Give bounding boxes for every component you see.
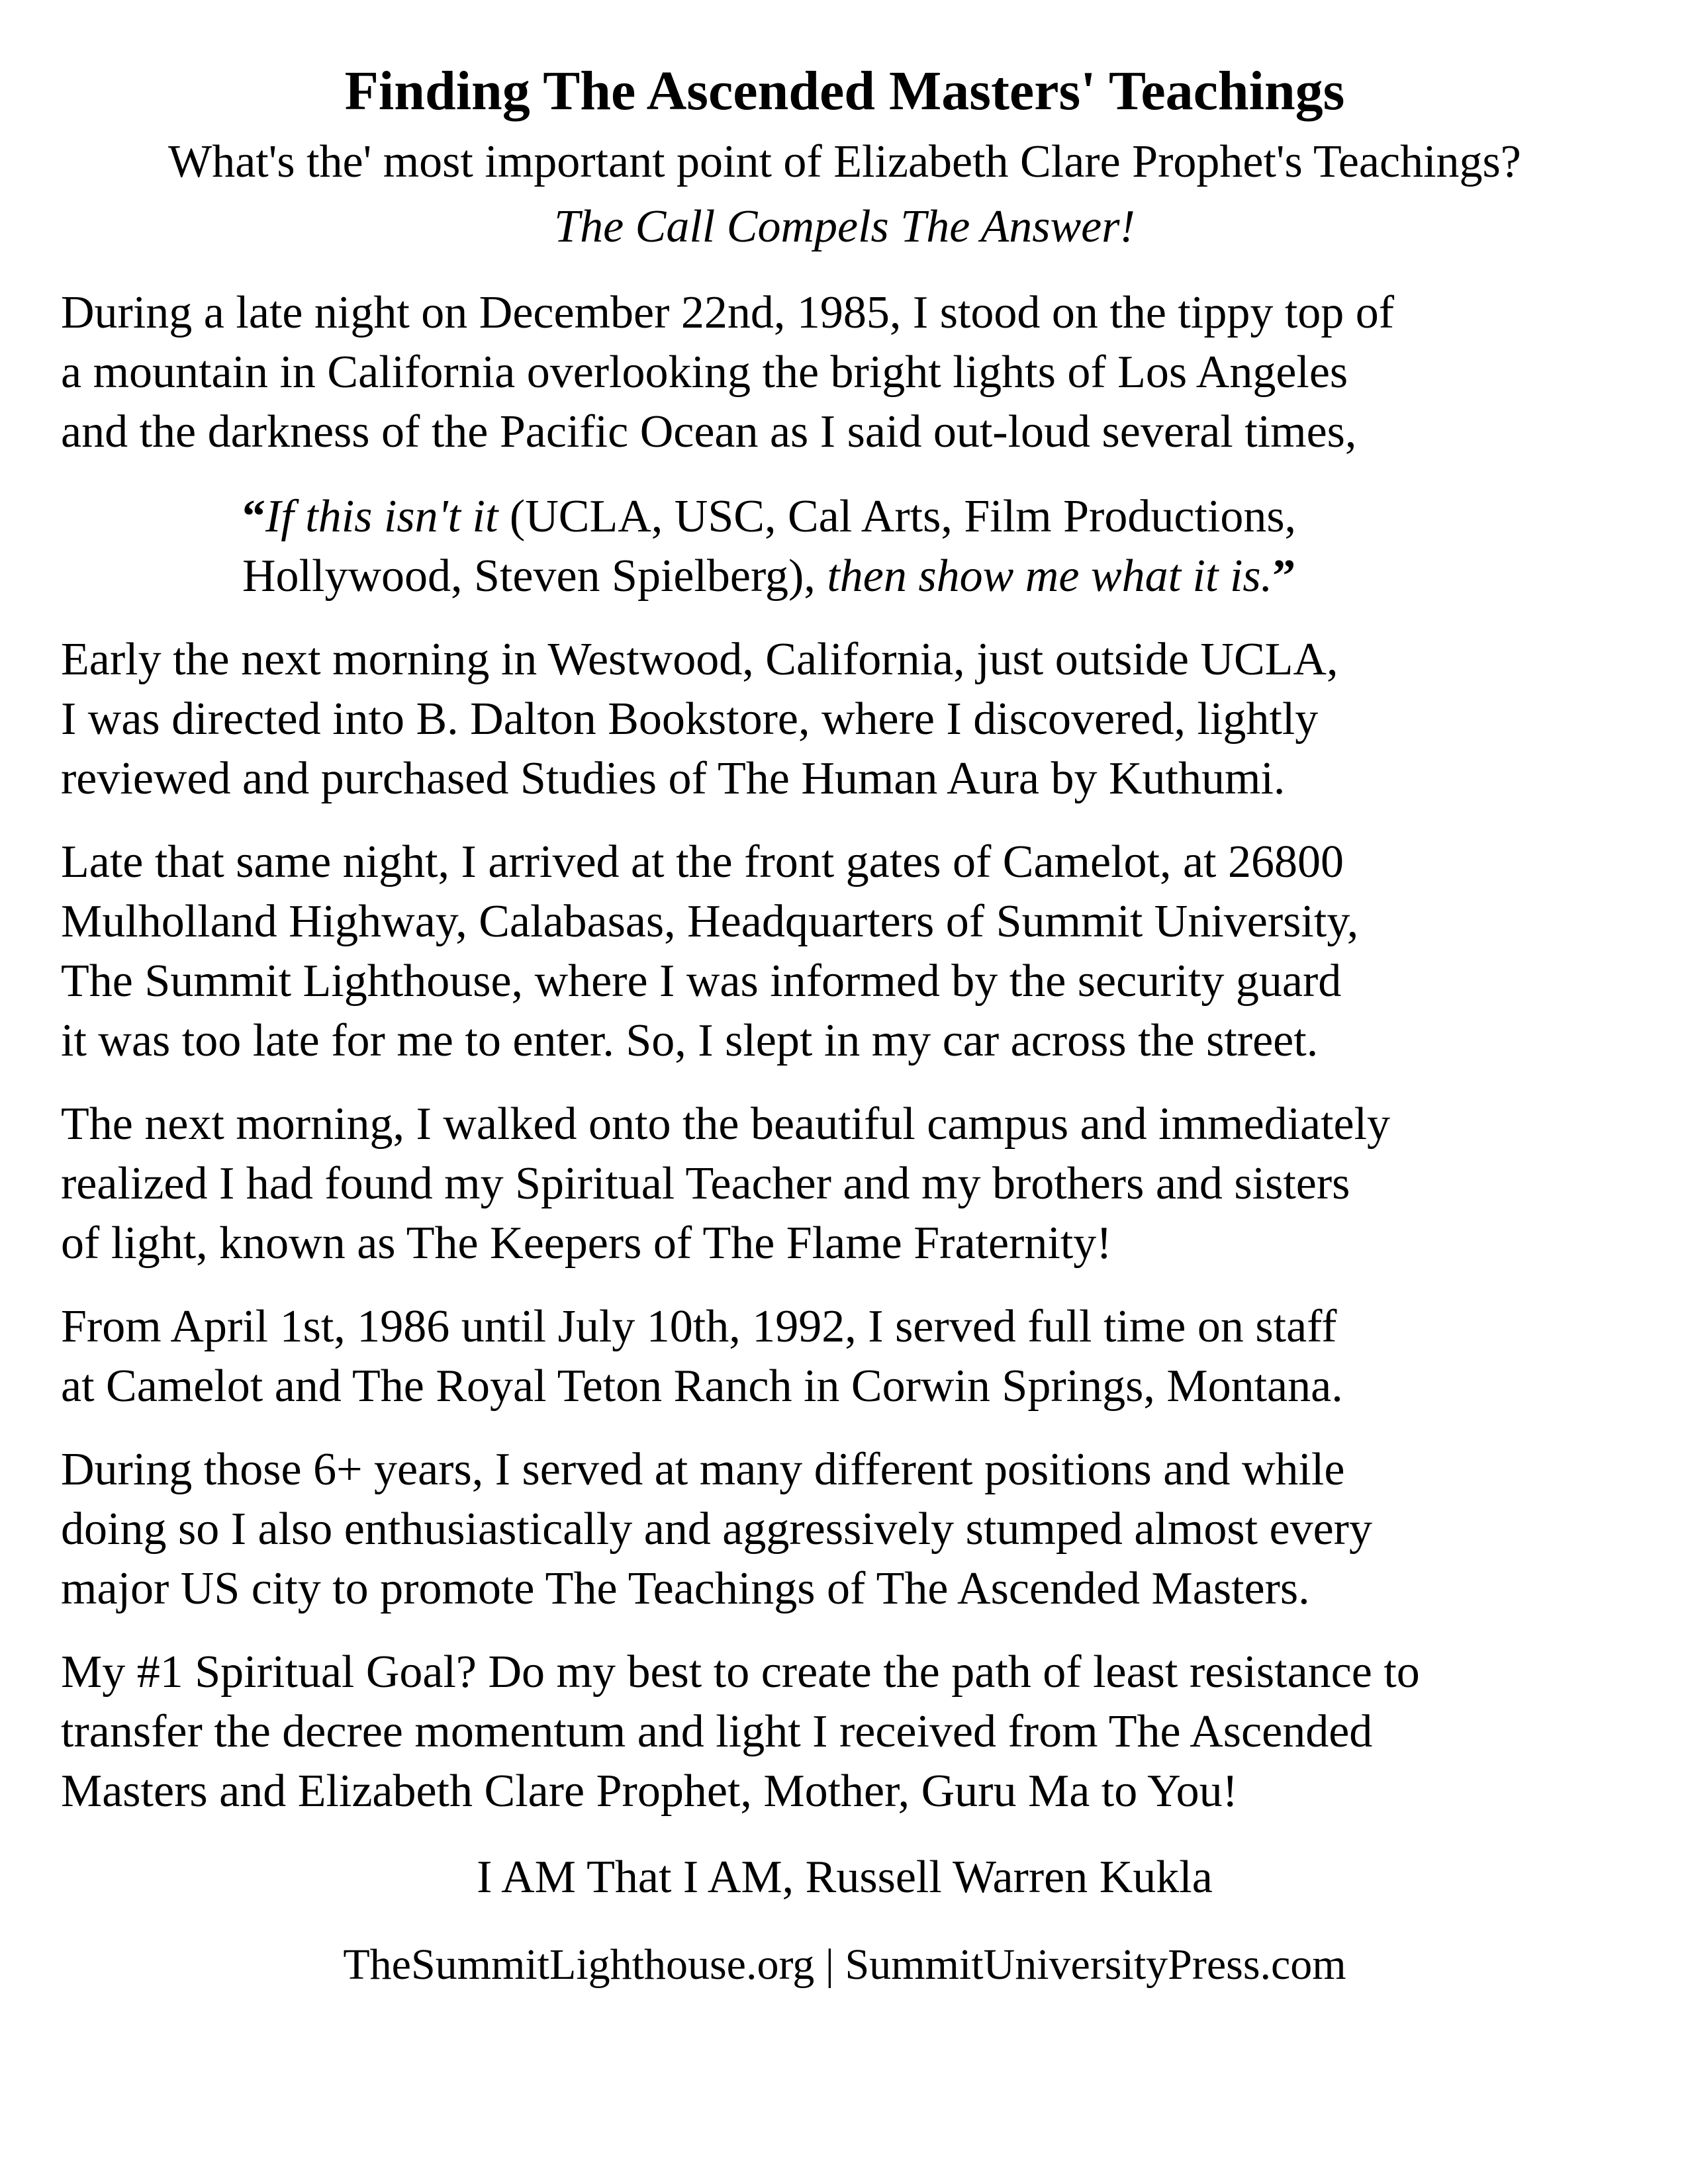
close-quote-mark: ” (1272, 551, 1296, 602)
paragraph-night-on-mountain: During a late night on December 22nd, 1985, I stood on the tippy top of a mountain in California overlooking the bright lights of Los Angeles and the darkness of the Pacific Ocean as I said out-loud several times, (61, 287, 1395, 457)
footer-websites: TheSummitLighthouse.org | SummitUniversityPress.com (343, 1940, 1346, 1989)
block-quote (242, 487, 1628, 606)
paragraph-camelot-gates: Late that same night, I arrived at the front gates of Camelot, at 26800 Mulholland Highway, Calabasas, Headquarters of Summit University, The Summit Lighthouse, where I was informed by the security guard it was too late for me to enter. So, I slept in my car across the street. (61, 837, 1359, 1066)
document-title: Finding The Ascended Masters' Teachings (344, 60, 1345, 122)
tagline: The Call Compels The Answer! (554, 201, 1135, 252)
paragraph-spiritual-goal: My #1 Spiritual Goal? Do my best to create the path of least resistance to transfer the decree momentum and light I received from The Ascended Masters and Elizabeth Clare Prophet, Mother, Guru Ma to You! (61, 1647, 1420, 1817)
paragraph-bookstore: Early the next morning in Westwood, California, just outside UCLA, I was directed into B. Dalton Bookstore, where I discovered, lightly reviewed and purchased Studies of The Human Aura by Kuthumi. (61, 634, 1338, 804)
paragraph-campus: The next morning, I walked onto the beautiful campus and immediately realized I had found my Spiritual Teacher and my brothers and sisters of light, known as The Keepers of The Flame Fraternity! (61, 1099, 1391, 1269)
quote-text-2: Hollywood, Steven Spielberg), (242, 551, 827, 602)
paragraph-six-years: During those 6+ years, I served at many different positions and while doing so I also enthusiastically and aggressively stumped almost every major US city to promote The Teachings of The Ascended Masters. (61, 1444, 1372, 1614)
question-line: What's the' most important point of Elizabeth Clare Prophet's Teachings? (168, 136, 1521, 187)
open-quote-mark: “ (242, 491, 265, 542)
signature-line: I AM That I AM, Russell Warren Kukla (477, 1852, 1213, 1903)
paragraph-staff-service: From April 1st, 1986 until July 10th, 1992, I served full time on staff at Camelot and The Royal Teton Ranch in Corwin Springs, Montana. (61, 1301, 1343, 1412)
quote-italic-2: then show me what it is. (827, 551, 1273, 602)
quote-line-2 (242, 547, 1628, 606)
quote-line-1 (242, 487, 1628, 547)
quote-text-1: (UCLA, USC, Cal Arts, Film Productions, (498, 491, 1297, 542)
quote-italic-1: If this isn't it (265, 491, 498, 542)
